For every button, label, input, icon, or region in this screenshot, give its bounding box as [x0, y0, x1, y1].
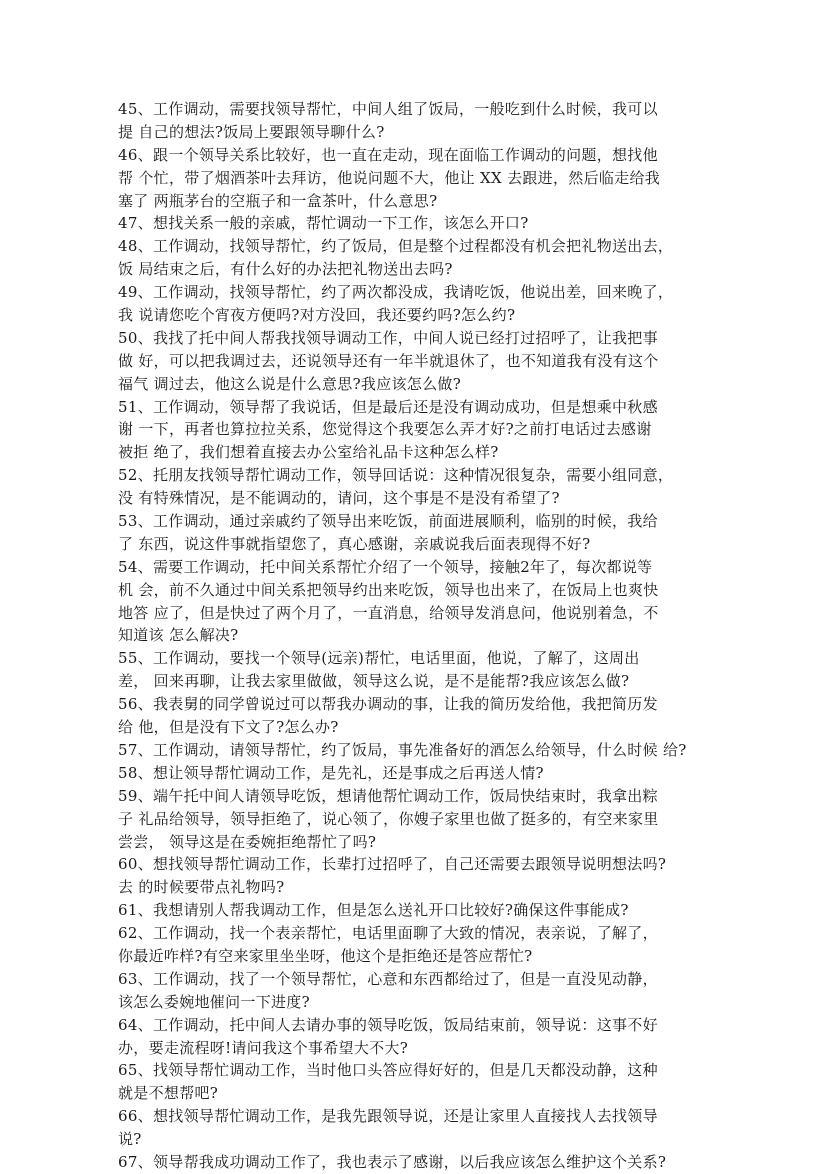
question-text-line: 就是不想帮吧?	[118, 1084, 219, 1103]
question-item	[118, 281, 718, 327]
question-text-line: 53、工作调动，通过亲戚约了领导出来吃饭，前面进展顺利，临别的时候，我给	[118, 512, 658, 531]
question-item	[118, 464, 718, 510]
question-item	[118, 212, 718, 235]
question-text-line: 机 会，前不久通过中间关系把领导约出来吃饭，领导也出来了，在饭局上也爽快	[118, 580, 659, 599]
question-text-line: 办，要走流程呀!请问我这个事希望大不大?	[118, 1038, 409, 1057]
question-item	[118, 853, 718, 899]
question-text-line: 58、想让领导帮忙调动工作，是先礼，还是事成之后再送人情?	[118, 763, 544, 782]
question-item	[118, 693, 718, 739]
question-item	[118, 235, 718, 281]
question-text-line: 谢 一下，再者也算拉拉关系，您觉得这个我要怎么弄才好?之前打电话过去感谢	[118, 420, 652, 439]
question-text-line: 46、跟一个领导关系比较好，也一直在走动，现在面临工作调动的问题，想找他	[118, 145, 658, 164]
question-item	[118, 144, 718, 213]
question-item	[118, 899, 718, 922]
question-text-line: 45、工作调动，需要找领导帮忙，中间人组了饭局，一般吃到什么时候，我可以	[118, 100, 658, 118]
question-item	[118, 1014, 718, 1060]
question-text-line: 67、领导帮我成功调动工作了，我也表示了感谢，以后我应该怎么维护这个关系?	[118, 1152, 667, 1171]
question-item	[118, 968, 718, 1014]
question-text-line: 该怎么委婉地催问一下进度?	[118, 992, 310, 1011]
question-item	[118, 327, 718, 396]
question-item	[118, 1059, 718, 1105]
question-text-line: 我 说请您吃个宵夜方便吗?对方没回，我还要约吗?怎么约?	[118, 306, 516, 325]
question-text-line: 61、我想请别人帮我调动工作，但是怎么送礼开口比较好?确保这件事能成?	[118, 901, 629, 920]
question-text-line: 福气 调过去，他这么说是什么意思?我应该怎么做?	[118, 374, 462, 393]
question-text-line: 64、工作调动，托中间人去请办事的领导吃饭，饭局结束前，领导说：这事不好	[118, 1015, 658, 1034]
question-item	[118, 396, 718, 465]
question-text-line: 47、想找关系一般的亲戚，帮忙调动一下工作，该怎么开口?	[118, 214, 529, 233]
question-text-line: 尝尝， 领导这是在委婉拒绝帮忙了吗?	[118, 832, 377, 851]
question-text-line: 50、我找了托中间人帮我找领导调动工作，中间人说已经打过招呼了，让我把事	[118, 328, 658, 347]
question-text-line: 60、想找领导帮忙调动工作，长辈打过招呼了，自己还需要去跟领导说明想法吗?	[118, 855, 667, 874]
question-text-line: 48、工作调动，找领导帮忙，约了饭局，但是整个过程都没有机会把礼物送出去，	[118, 237, 674, 256]
question-item	[118, 785, 718, 854]
question-text-line: 知道该 怎么解决?	[118, 626, 239, 645]
question-item	[118, 556, 718, 648]
question-item	[118, 762, 718, 785]
question-text-line: 塞了 两瓶茅台的空瓶子和一盒茶叶，什么意思?	[118, 191, 438, 210]
question-text-line: 地答 应了，但是快过了两个月了，一直消息，给领导发消息问，他说别着急，不	[118, 603, 659, 622]
question-item	[118, 647, 718, 693]
question-item	[118, 922, 718, 968]
question-text-line: 子 礼品给领导，领导拒绝了，说心领了，你嫂子家里也做了挺多的，有空来家里	[118, 809, 659, 828]
question-text-line: 你最近咋样?有空来家里坐坐呀，他这个是拒绝还是答应帮忙?	[118, 946, 533, 965]
question-text-line: 54、需要工作调动，托中间关系帮忙介绍了一个领导，接触2年了，每次都说等	[118, 557, 653, 576]
question-text-line: 说?	[118, 1130, 142, 1149]
question-text-line: 没 有特殊情况，是不能调动的，请问，这个事是不是没有希望了?	[118, 489, 560, 508]
question-item	[118, 1151, 718, 1174]
question-text-line: 63、工作调动，找了一个领导帮忙，心意和东西都给过了，但是一直没见动静，	[118, 969, 658, 988]
question-text-line: 去 的时候要带点礼物吗?	[118, 878, 285, 897]
question-text-line: 做 好，可以把我调过去，还说领导还有一年半就退休了，也不知道我有没有这个	[118, 351, 659, 370]
question-item	[118, 739, 718, 762]
question-text-line: 52、托朋友找领导帮忙调动工作，领导回话说：这种情况很复杂，需要小组同意，	[118, 466, 674, 485]
question-text-line: 了 东西，说这件事就指望您了，真心感谢，亲戚说我后面表现得不好?	[118, 534, 591, 553]
question-item	[118, 1105, 718, 1151]
question-text-line: 59、端午托中间人请领导吃饭，想请他帮忙调动工作，饭局快结束时，我拿出粽	[118, 786, 658, 805]
question-text-line: 被拒 绝了，我们想着直接去办公室给礼品卡这种怎么样?	[118, 443, 499, 462]
question-item	[118, 98, 718, 144]
question-text-line: 饭 局结束之后，有什么好的办法把礼物送出去吗?	[118, 260, 453, 279]
question-text-line: 49、工作调动，找领导帮忙，约了两次都没成，我请吃饭，他说出差，回来晚了，	[118, 283, 674, 302]
question-text-line: 帮 个忙，带了烟酒茶叶去拜访，他说问题不大，他让 XX 去跟进，然后临走给我	[118, 168, 661, 187]
question-item	[118, 510, 718, 556]
question-list	[118, 98, 718, 1174]
question-text-line: 提 自己的想法?饭局上要跟领导聊什么?	[118, 122, 385, 141]
question-text-line: 51、工作调动，领导帮了我说话，但是最后还是没有调动成功，但是想乘中秋感	[118, 397, 658, 416]
question-text-line: 给 他，但是没有下文了?怎么办?	[118, 718, 339, 737]
question-text-line: 62、工作调动，找一个表亲帮忙，电话里面聊了大致的情况，表亲说，了解了，	[118, 924, 658, 943]
question-text-line: 差， 回来再聊，让我去家里做做，领导这么说，是不是能帮?我应该怎么做?	[118, 672, 630, 691]
question-text-line: 66、想找领导帮忙调动工作，是我先跟领导说，还是让家里人直接找人去找领导	[118, 1107, 658, 1126]
question-text-line: 56、我表舅的同学曾说过可以帮我办调动的事，让我的简历发给他，我把简历发	[118, 695, 658, 714]
question-text-line: 55、工作调动，要找一个领导(远亲)帮忙，电话里面，他说，了解了，这周出	[118, 649, 640, 668]
question-text-line: 65、找领导帮忙调动工作，当时他口头答应得好好的，但是几天都没动静，这种	[118, 1061, 658, 1080]
question-text-line: 57、工作调动，请领导帮忙，约了饭局，事先准备好的酒怎么给领导，什么时候 给?	[118, 740, 687, 759]
